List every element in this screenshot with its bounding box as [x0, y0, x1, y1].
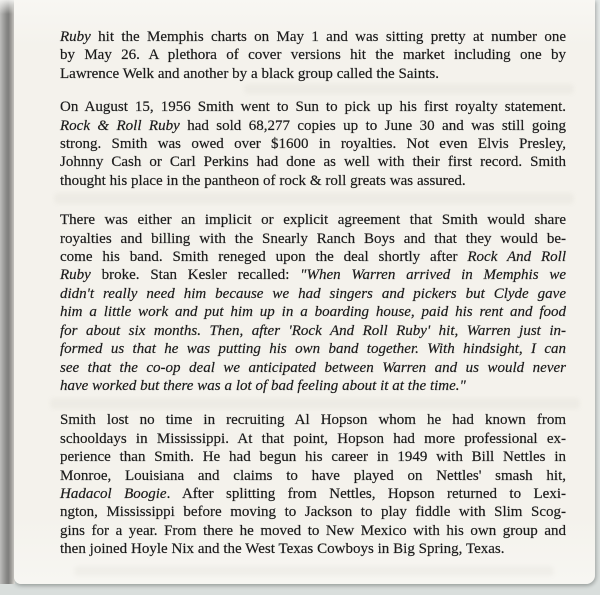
text-line	[60, 340, 566, 358]
italic-text-run: see that the co-op deal we anticipated between Warren and us would never	[60, 359, 566, 376]
text-line	[60, 153, 566, 171]
text-run: ngton, Mississippi before moving to Jackson to play fiddle with Slim Scog-	[60, 504, 566, 521]
text-line	[60, 28, 566, 46]
page	[14, 0, 595, 584]
italic-text-run: have worked but there was a lot of bad feeling about it at the time."	[60, 377, 466, 394]
text-line	[60, 285, 566, 303]
italic-text-run: Hadacol Boogie	[60, 485, 167, 502]
italic-text-run: "When Warren arrived in Memphis we	[300, 267, 566, 284]
book-gutter-shadow	[0, 0, 15, 584]
italic-text-run: him a little work and put him up in a boarding house, paid his rent and food	[60, 304, 566, 321]
text-line	[60, 503, 566, 521]
text-line	[60, 135, 566, 153]
text-line	[60, 303, 566, 321]
italic-text-run: Ruby	[60, 267, 91, 284]
text-line	[60, 411, 566, 429]
text-run: Lawrence Welk and another by a black group called the Saints.	[60, 65, 439, 82]
italic-text-run: formed us that he was putting his own band together. With hindsight, I can	[60, 341, 566, 358]
text-run: . After splitting from Nettles, Hopson returned to Lexi-	[166, 485, 566, 502]
text-line	[60, 430, 566, 448]
text-run: royalties and billing with the Snearly Ranch Boys and that they would be-	[60, 230, 566, 247]
text-run: There was either an implicit or explicit agreement that Smith would share	[60, 212, 566, 229]
text-line	[60, 485, 566, 503]
text-line	[60, 377, 566, 395]
text-run: come his band. Smith reneged upon the deal shortly after	[60, 249, 468, 266]
text-run: then joined Hoyle Nix and the West Texas Cowboys in Big Spring, Texas.	[60, 541, 505, 558]
text-line	[60, 359, 566, 377]
text-line	[60, 65, 566, 83]
italic-text-run: Rock And Roll	[467, 249, 566, 266]
paragraph-2	[60, 98, 566, 190]
text-run: strong. Smith was owed over $1600 in royalties. Not even Elvis Presley,	[60, 136, 566, 153]
text-run: Johnny Cash or Carl Perkins had done as well with their first record. Smith	[60, 154, 566, 171]
text-run: had sold 68,277 copies up to June 30 and was still going	[179, 117, 566, 134]
text-block	[60, 28, 566, 559]
paragraph-3	[60, 211, 566, 395]
text-line	[60, 172, 566, 190]
paragraph-1	[60, 28, 566, 83]
text-run: broke. Stan Kesler recalled:	[90, 267, 301, 284]
scan-artifact	[74, 566, 554, 576]
text-run: Smith lost no time in recruiting Al Hopson whom he had known from	[60, 412, 566, 429]
text-run: Monroe, Louisiana and claims to have played on Nettles' smash hit,	[60, 467, 566, 484]
text-line	[60, 540, 566, 558]
text-line	[60, 467, 566, 485]
italic-text-run: Rock & Roll Ruby	[60, 117, 180, 134]
text-run: perience than Smith. He had begun his career in 1949 with Bill Nettles in	[60, 449, 566, 466]
text-run: thought his place in the pantheon of rock & roll greats was assured.	[60, 172, 466, 189]
text-line	[60, 522, 566, 540]
text-run: On August 15, 1956 Smith went to Sun to pick up his first royalty statement.	[60, 99, 566, 116]
text-line	[60, 211, 566, 229]
italic-text-run: for about six months. Then, after 'Rock And Roll Ruby' hit, Warren just in-	[60, 322, 566, 339]
text-line	[60, 98, 566, 116]
text-run: by May 26. A plethora of cover versions hit the market including one by	[60, 47, 566, 64]
text-run: gins for a year. From there he moved to New Mexico with his own group and	[60, 522, 566, 539]
italic-text-run: didn't really need him because we had singers and pickers but Clyde gave	[60, 285, 566, 302]
text-line	[60, 266, 566, 284]
paragraph-4	[60, 411, 566, 558]
text-line	[60, 448, 566, 466]
text-run: hit the Memphis charts on May 1 and was sitting pretty at number one	[90, 29, 566, 45]
text-line	[60, 230, 566, 248]
text-line	[60, 248, 566, 266]
italic-text-run: Ruby	[60, 29, 91, 45]
text-line	[60, 46, 566, 64]
text-run: schooldays in Mississippi. At that point, Hopson had more professional ex-	[60, 430, 566, 447]
text-line	[60, 117, 566, 135]
text-line	[60, 322, 566, 340]
